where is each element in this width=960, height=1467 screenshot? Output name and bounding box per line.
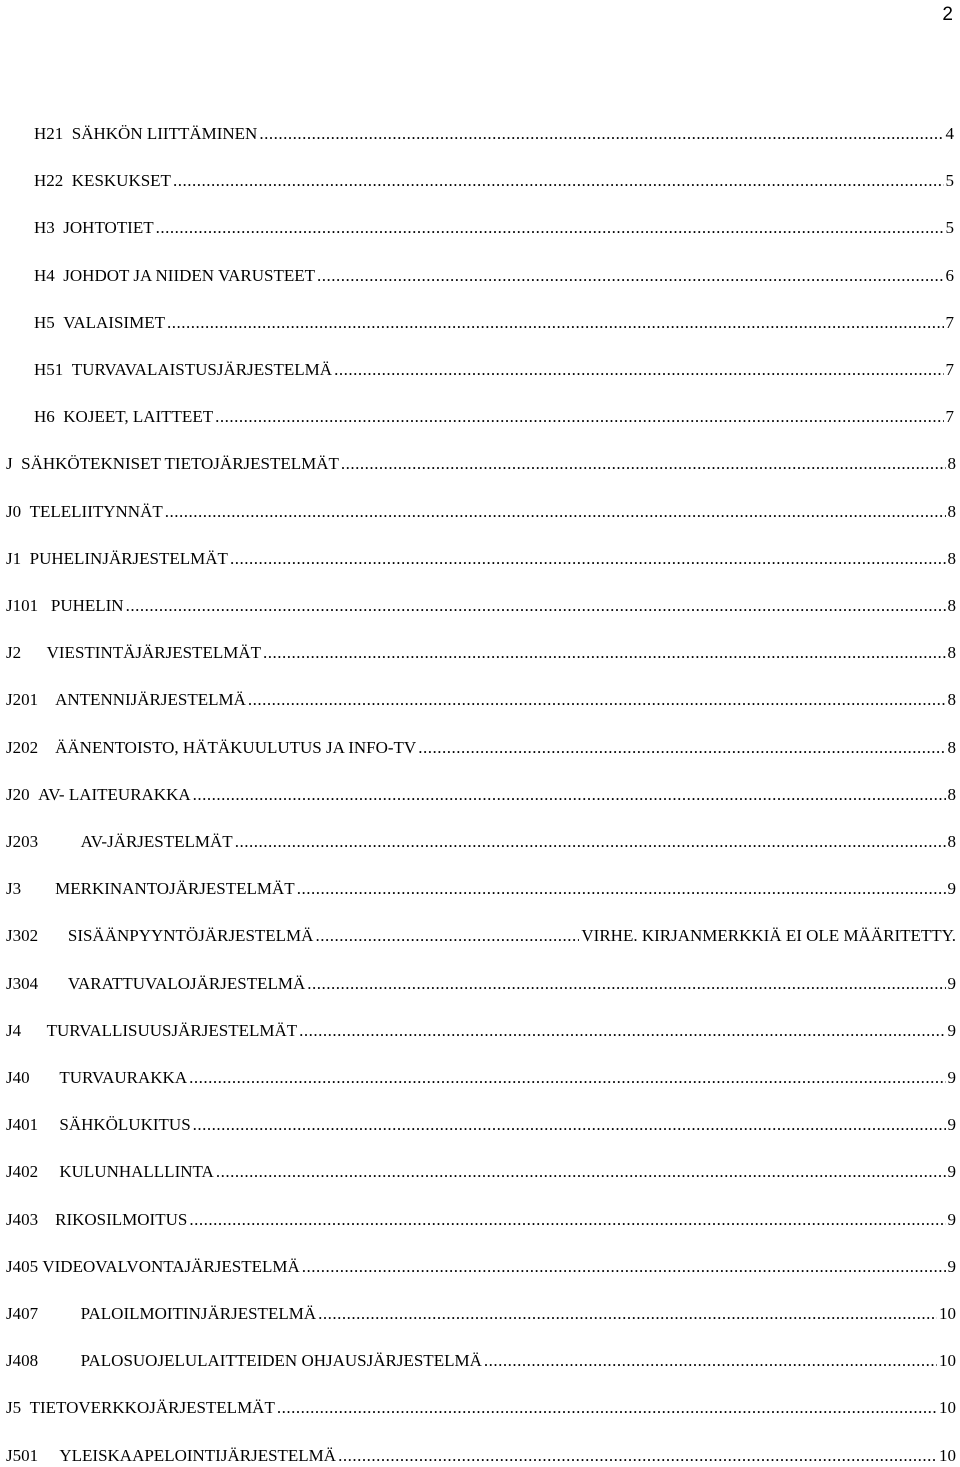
toc-entry[interactable] xyxy=(6,777,956,805)
toc-entry[interactable] xyxy=(6,871,956,899)
toc-entry[interactable] xyxy=(6,918,956,946)
toc-leader-dots xyxy=(341,454,946,474)
toc-leader-dots xyxy=(248,690,946,710)
toc-entry[interactable] xyxy=(6,1060,956,1088)
toc-entry-title: H22 KESKUKSET xyxy=(34,171,171,191)
toc-leader-dots xyxy=(277,1398,937,1418)
toc-entry-page: 5 xyxy=(945,218,954,238)
toc-entry-page: 8 xyxy=(947,832,956,851)
toc-entry-page: VIRHE. KIRJANMERKKIÄ EI OLE MÄÄRITETTY. xyxy=(581,926,956,946)
toc-leader-dots xyxy=(307,974,945,994)
toc-leader-dots xyxy=(189,1068,945,1088)
toc-entry[interactable] xyxy=(34,305,954,333)
toc-entry-title: J SÄHKÖTEKNISET TIETOJÄRJESTELMÄT xyxy=(6,454,339,474)
toc-entry-page: 8 xyxy=(947,454,956,474)
toc-leader-dots xyxy=(235,832,946,852)
toc-leader-dots xyxy=(338,1446,937,1466)
toc-entry-title: J203 AV-JÄRJESTELMÄT xyxy=(6,832,233,851)
toc-entry[interactable] xyxy=(6,1438,956,1466)
toc-entry[interactable] xyxy=(6,541,956,569)
toc-entry-title: J1 PUHELINJÄRJESTELMÄT xyxy=(6,548,228,568)
toc-entry-title: J3 MERKINANTOJÄRJESTELMÄT xyxy=(6,879,295,899)
toc-leader-dots xyxy=(484,1351,937,1371)
toc-entry-page: 6 xyxy=(945,265,954,285)
toc-entry[interactable] xyxy=(34,210,954,238)
toc-entry-title: J101 PUHELIN xyxy=(6,596,124,615)
toc-entry-title: J401 SÄHKÖLUKITUS xyxy=(6,1115,191,1135)
toc-entry-page: 9 xyxy=(947,1115,956,1135)
toc-entry-title: H5 VALAISIMET xyxy=(34,312,165,332)
toc-entry-page: 10 xyxy=(939,1351,956,1371)
toc-leader-dots xyxy=(418,738,945,758)
toc-entry-page: 8 xyxy=(947,690,956,710)
toc-entry[interactable] xyxy=(34,163,954,191)
toc-entry[interactable] xyxy=(34,352,954,380)
toc-entry[interactable] xyxy=(6,1013,956,1041)
toc-leader-dots xyxy=(299,1021,945,1041)
toc-entry[interactable] xyxy=(6,730,956,758)
toc-leader-dots xyxy=(173,171,944,191)
toc-entry-page: 5 xyxy=(945,171,954,191)
toc-entry[interactable] xyxy=(34,116,954,144)
toc-entry-page: 8 xyxy=(947,643,956,663)
toc-entry-page: 9 xyxy=(947,1256,956,1276)
toc-entry[interactable] xyxy=(6,966,956,994)
toc-entry-page: 10 xyxy=(939,1445,956,1465)
toc-entry[interactable] xyxy=(6,1249,956,1277)
toc-entry-page: 7 xyxy=(945,407,954,427)
toc-entry-title: J5 TIETOVERKKOJÄRJESTELMÄT xyxy=(6,1398,275,1418)
toc-entry[interactable] xyxy=(6,1202,956,1230)
toc-entry-page: 8 xyxy=(947,501,956,521)
toc-entry[interactable] xyxy=(34,258,954,286)
toc-entry-title: J201 ANTENNIJÄRJESTELMÄ xyxy=(6,690,246,710)
toc-entry-title: J405 VIDEOVALVONTAJÄRJESTELMÄ xyxy=(6,1256,300,1276)
toc-leader-dots xyxy=(165,502,946,522)
toc-leader-dots xyxy=(216,1162,946,1182)
toc-entry-page: 9 xyxy=(947,1209,956,1229)
toc-entry-title: J408 PALOSUOJELULAITTEIDEN OHJAUSJÄRJESTELMÄ xyxy=(6,1351,482,1371)
toc-entry-title: J302 SISÄÄNPYYNTÖJÄRJESTELMÄ xyxy=(6,926,314,946)
toc-entry-title: H21 SÄHKÖN LIITTÄMINEN xyxy=(34,124,258,143)
toc-entry[interactable] xyxy=(6,1107,956,1135)
toc-leader-dots xyxy=(297,879,946,899)
toc-entry-title: J402 KULUNHALLLINTA xyxy=(6,1162,214,1182)
toc-leader-dots xyxy=(263,643,946,663)
toc-leader-dots xyxy=(215,407,943,427)
toc-leader-dots xyxy=(230,549,946,569)
toc-entry-page: 8 xyxy=(947,548,956,568)
toc-entry-title: J202 ÄÄNENTOISTO, HÄTÄKUULUTUS JA INFO-TV xyxy=(6,737,417,757)
toc-leader-dots xyxy=(167,313,944,333)
toc-leader-dots xyxy=(193,785,946,805)
toc-entry-title: H51 TURVAVALAISTUSJÄRJESTELMÄ xyxy=(34,360,333,379)
toc-leader-dots xyxy=(315,926,579,946)
toc-entry-page: 9 xyxy=(947,1020,956,1040)
toc-entry[interactable] xyxy=(6,635,956,663)
toc-entry-page: 8 xyxy=(947,784,956,804)
toc-entry[interactable] xyxy=(6,1343,956,1371)
toc-entry[interactable] xyxy=(6,682,956,710)
toc-entry-title: J40 TURVAURAKKA xyxy=(6,1068,188,1087)
toc-leader-dots xyxy=(126,596,946,616)
toc-leader-dots xyxy=(193,1115,946,1135)
toc-entry[interactable] xyxy=(6,588,956,616)
toc-entry[interactable] xyxy=(6,494,956,522)
toc-entry[interactable] xyxy=(34,399,954,427)
toc-leader-dots xyxy=(318,1304,937,1324)
toc-entry-page: 8 xyxy=(947,737,956,757)
toc-entry-title: J304 VARATTUVALOJÄRJESTELMÄ xyxy=(6,973,306,993)
toc-entry-page: 9 xyxy=(947,1068,956,1087)
toc-entry-title: J0 TELELIITYNNÄT xyxy=(6,501,163,521)
toc-leader-dots xyxy=(302,1257,946,1277)
toc-entry-title: J4 TURVALLISUUSJÄRJESTELMÄT xyxy=(6,1020,298,1040)
toc-entry-title: J2 VIESTINTÄJÄRJESTELMÄT xyxy=(6,643,261,663)
toc-entry-title: J403 RIKOSILMOITUS xyxy=(6,1209,188,1229)
toc-entry-page: 9 xyxy=(947,973,956,993)
toc-leader-dots xyxy=(259,124,943,144)
toc-entry-title: J407 PALOILMOITINJÄRJESTELMÄ xyxy=(6,1304,317,1323)
toc-entry[interactable] xyxy=(6,446,956,474)
toc-entry-page: 9 xyxy=(947,1162,956,1182)
toc-leader-dots xyxy=(317,266,944,286)
toc-leader-dots xyxy=(334,360,943,380)
toc-entry-page: 10 xyxy=(939,1304,956,1323)
toc-entry[interactable] xyxy=(6,1296,956,1324)
toc-entry-page: 7 xyxy=(945,312,954,332)
toc-entry-title: J20 AV- LAITEURAKKA xyxy=(6,784,191,804)
page-number: 2 xyxy=(942,4,953,25)
toc-entry[interactable] xyxy=(6,1154,956,1182)
toc-entry-title: J501 YLEISKAAPELOINTIJÄRJESTELMÄ xyxy=(6,1445,337,1465)
toc-entry-title: H6 KOJEET, LAITTEET xyxy=(34,407,214,427)
toc-entry-title: H4 JOHDOT JA NIIDEN VARUSTEET xyxy=(34,265,315,285)
toc-entry[interactable] xyxy=(6,1390,956,1418)
toc-entry[interactable] xyxy=(6,824,956,852)
toc-entry-page: 8 xyxy=(947,596,956,615)
toc-leader-dots xyxy=(156,218,944,238)
toc-entry-page: 10 xyxy=(939,1398,956,1418)
toc-leader-dots xyxy=(189,1210,945,1230)
toc-entry-page: 4 xyxy=(945,124,954,143)
toc-entry-title: H3 JOHTOTIET xyxy=(34,218,154,238)
toc-entry-page: 9 xyxy=(947,879,956,899)
toc-entry-page: 7 xyxy=(945,360,954,379)
